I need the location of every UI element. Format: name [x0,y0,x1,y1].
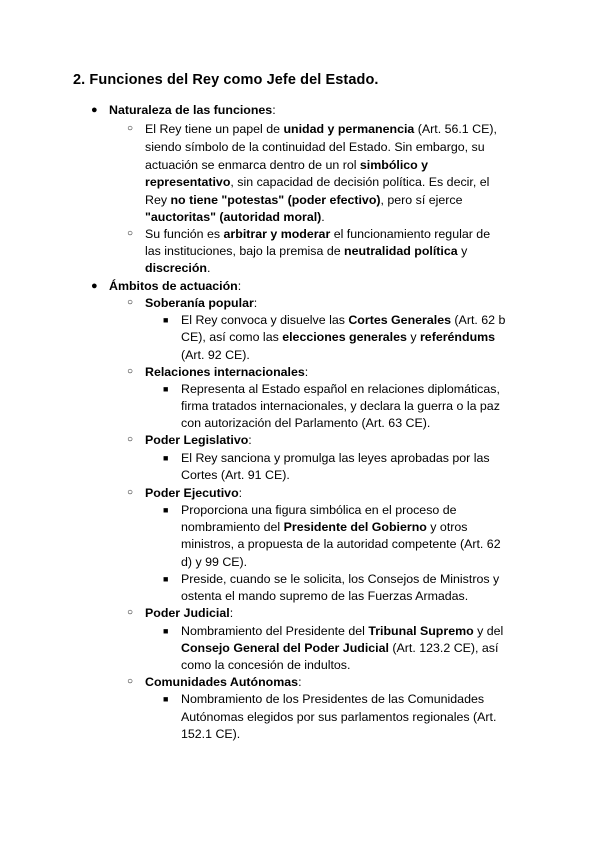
ejecutivo-i1-line-1: Proporciona una figura simbólica en el proceso de [181,503,457,517]
ejecutivo-i2-line-2: ostenta el mando supremo de las Fuerzas Armadas. [181,589,469,603]
square-bullet-icon: ■ [163,694,169,704]
ejecutivo-i2-line-1: Preside, cuando se le solicita, los Consejos de Ministros y [181,572,500,586]
square-bullet-icon: ■ [163,626,169,636]
circle-bullet-icon: ○ [127,487,134,498]
naturaleza-p1-line-6: "auctoritas" (autoridad moral). [145,210,325,224]
relaciones-line-1: Representa al Estado español en relaciones diplomáticas, [181,382,500,396]
judicial-line-1: Nombramiento del Presidente del Tribunal Supremo y del [181,624,504,638]
ambitos-title: Ámbitos de actuación: [109,279,242,293]
circle-bullet-icon: ○ [127,676,134,687]
ejecutivo-i1-line-2: nombramiento del Presidente del Gobierno y otros [181,520,468,534]
square-bullet-icon: ■ [163,453,169,463]
naturaleza-p1-line-3: actuación se enmarca dentro de un rol simbólico y [145,158,429,172]
square-bullet-icon: ■ [163,505,169,515]
comunidades-line-3: 152.1 CE). [181,727,241,741]
circle-bullet-icon: ○ [127,366,134,377]
circle-bullet-icon: ○ [127,434,134,445]
legislativo-line-2: Cortes (Art. 91 CE). [181,468,290,482]
square-bullet-icon: ■ [163,384,169,394]
circle-bullet-icon: ○ [127,228,134,239]
soberania-line-2: CE), así como las elecciones generales y referéndums [181,330,496,344]
comunidades-title: Comunidades Autónomas: [145,675,302,689]
comunidades-line-2: Autónomas elegidos por sus parlamentos regionales (Art. [181,710,497,724]
naturaleza-p1-line-2: siendo símbolo de la continuidad del Estado. Sin embargo, su [145,140,485,154]
naturaleza-p2-line-1: Su función es arbitrar y moderar el funcionamiento regular de [145,227,491,241]
relaciones-line-3: con autorización del Parlamento (Art. 63 CE). [181,416,431,430]
judicial-line-3: como la concesión de indultos. [181,658,351,672]
naturaleza-p1-line-1: El Rey tiene un papel de unidad y permanencia (Art. 56.1 CE), [145,122,497,136]
soberania-title: Soberanía popular: [145,296,258,310]
naturaleza-title: Naturaleza de las funciones: [109,103,276,117]
circle-bullet-icon: ○ [127,297,134,308]
comunidades-line-1: Nombramiento de los Presidentes de las Comunidades [181,692,485,706]
naturaleza-p2-line-3: discreción. [145,261,211,275]
legislativo-title: Poder Legislativo: [145,433,252,447]
naturaleza-p2-line-2: las instituciones, bajo la premisa de neutralidad política y [145,244,468,258]
naturaleza-p1-line-4: representativo, sin capacidad de decisión política. Es decir, el [145,175,490,189]
circle-bullet-icon: ○ [127,607,134,618]
square-bullet-icon: ■ [163,574,169,584]
ejecutivo-title: Poder Ejecutivo: [145,486,243,500]
section-heading: 2. Funciones del Rey como Jefe del Estado. [73,72,379,88]
disc-bullet-icon: ● [91,104,98,116]
circle-bullet-icon: ○ [127,123,134,134]
soberania-line-3: (Art. 92 CE). [181,348,250,362]
judicial-line-2: Consejo General del Poder Judicial (Art. 123.2 CE), así [181,641,499,655]
judicial-title: Poder Judicial: [145,606,234,620]
relaciones-line-2: firma tratados internacionales, y declara la guerra o la paz [181,399,500,413]
ejecutivo-i1-line-4: d) y 99 CE). [181,555,248,569]
relaciones-title: Relaciones internacionales: [145,365,309,379]
naturaleza-p1-line-5: Rey no tiene "potestas" (poder efectivo), pero sí ejerce [145,193,463,207]
soberania-line-1: El Rey convoca y disuelve las Cortes Generales (Art. 62 b [181,313,506,327]
legislativo-line-1: El Rey sanciona y promulga las leyes aprobadas por las [181,451,490,465]
square-bullet-icon: ■ [163,315,169,325]
disc-bullet-icon: ● [91,280,98,292]
ejecutivo-i1-line-3: ministros, a propuesta de la autoridad competente (Art. 62 [181,537,501,551]
